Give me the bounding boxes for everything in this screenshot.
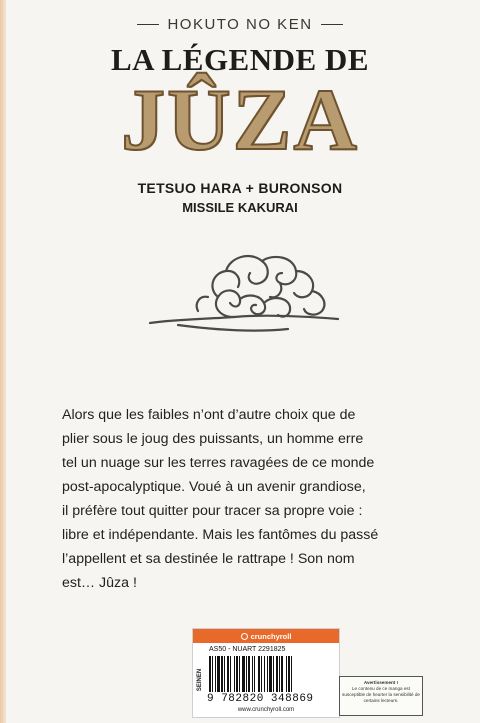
warning-text: Le contenu de ce manga est susceptible de heurter la sensibilité de certains lecteurs.	[342, 686, 420, 703]
cloud-emblem-icon	[138, 245, 348, 350]
content-warning	[339, 676, 423, 716]
series-name	[0, 16, 480, 33]
crunchyroll-logo-icon	[241, 633, 248, 640]
authors-line-1: TETSUO HARA + BURONSON	[137, 180, 343, 196]
barcode-icon	[207, 656, 327, 692]
series-right-rule	[321, 24, 343, 26]
publisher-name: crunchyroll	[250, 631, 292, 641]
publisher-band	[193, 629, 339, 643]
title-main: JÛZA	[121, 72, 359, 169]
synopsis-line: Alors que les faibles n’ont d’autre choix que de	[62, 407, 356, 423]
synopsis-line: libre et indépendante. Mais les fantômes du passé	[62, 527, 379, 543]
synopsis-line: est… Jûza !	[62, 575, 137, 591]
title-subline: LA LÉGENDE DE	[110, 42, 369, 77]
category-label: SEINEN	[197, 668, 203, 692]
isbn-number: 9 782820 348869	[207, 693, 314, 705]
barcode-panel	[192, 628, 340, 718]
synopsis	[62, 403, 442, 595]
series-label: HOKUTO NO KEN	[167, 16, 313, 33]
authors-line-2: MISSILE KAKURAI	[182, 200, 298, 215]
warning-title: Avertissement !	[363, 680, 399, 685]
publisher-website: www.crunchyroll.com	[237, 707, 295, 713]
synopsis-line: post-apocalyptique. Voué à un avenir grandiose,	[62, 479, 366, 495]
synopsis-line: il préfère tout quitter pour tracer sa propre voie :	[62, 503, 363, 519]
series-left-rule	[137, 24, 159, 26]
reference-code: AS50 - NUART 2291825	[209, 646, 286, 653]
synopsis-line: l’appellent et sa destinée le rattrape ! Son nom	[62, 551, 355, 567]
synopsis-line: tel un nuage sur les terres ravagées de ce monde	[62, 455, 375, 471]
category-tag	[195, 647, 205, 713]
synopsis-line: plier sous le joug des puissants, un homme erre	[62, 431, 364, 447]
